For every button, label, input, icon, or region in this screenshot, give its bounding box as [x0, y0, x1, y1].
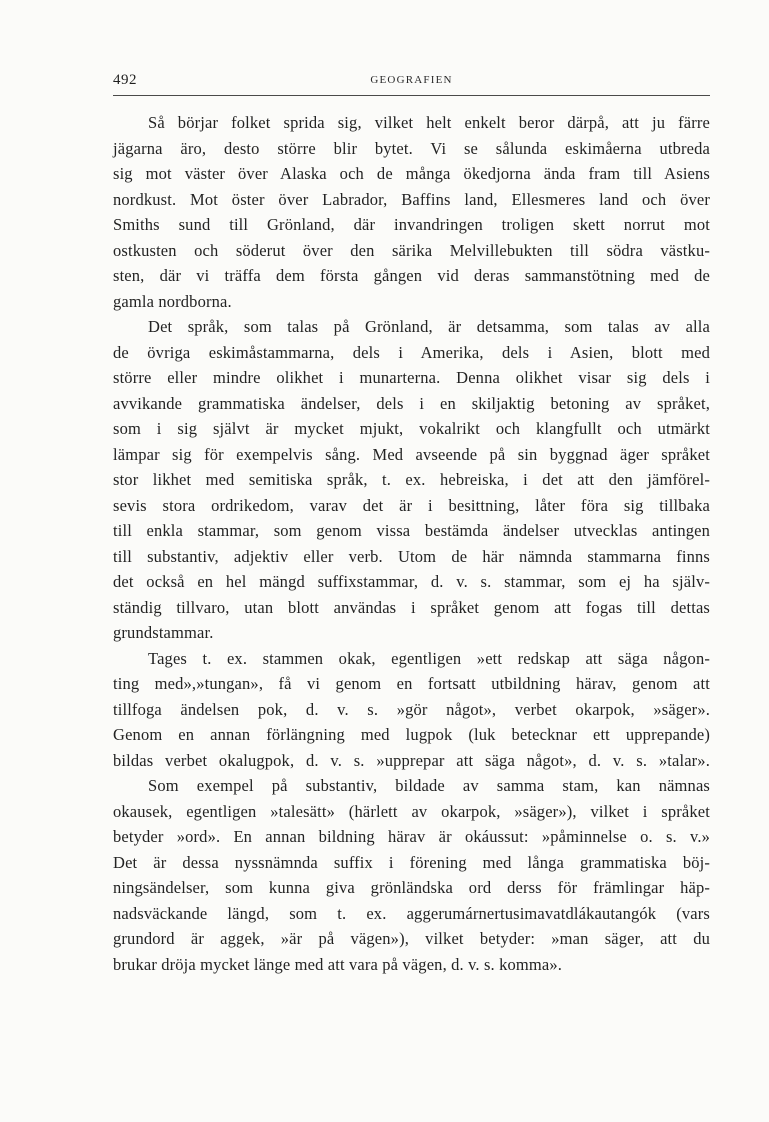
- text-line: ting med»,»tungan», få vi genom en fortsatt utbildning härav, genom att: [113, 674, 710, 693]
- text-line: tillfoga ändelsen pok, d. v. s. »gör något», verbet okarpok, »säger».: [113, 699, 710, 719]
- text-line: till substantiv, adjektiv eller verb. Utom de här nämnda stammarna finns: [113, 546, 710, 566]
- text-line: sten, där vi träffa dem första gången vid deras sammanstötning med de: [113, 266, 710, 285]
- text-line: lämpar sig för exempelvis sång. Med avseende på sin byggnad äger språket: [113, 444, 710, 464]
- text-line: det också en hel mängd suffixstammar, d. v. s. stammar, som ej ha själv-: [113, 572, 710, 591]
- text-line: sevis stora ordrikedom, varav det är i besittning, låter föra sig tillbaka: [113, 495, 710, 515]
- text-line: ostkusten och söderut över den särika Melvillebukten till södra västku-: [113, 240, 710, 260]
- text-line: betyder »ord». En annan bildning härav är okáussut: »påminnelse o. s. v.»: [113, 827, 710, 846]
- text-line: till enkla stammar, som genom vissa bestämda ändelser utvecklas antingen: [113, 521, 710, 540]
- page-number: 492: [113, 72, 137, 88]
- text-line: Smiths sund till Grönland, där invandringen troligen skett norrut mot: [113, 215, 710, 234]
- text-line: gamla nordborna.: [113, 291, 232, 311]
- text-line: avvikande grammatiska ändelser, dels i en skiljaktig betoning av språket,: [113, 393, 710, 413]
- text-line: Som exempel på substantiv, bildade av samma stam, kan nämnas: [148, 776, 710, 795]
- text-line: Genom en annan förlängning med lugpok (luk betecknar ett upprepande): [113, 725, 710, 744]
- text-line: grundord är aggek, »är på vägen»), vilket betyder: »man säger, att du: [113, 929, 710, 948]
- text-line: okausek, egentligen »talesätt» (härlett av okarpok, »säger»), vilket i språket: [113, 801, 710, 821]
- text-line: nordkust. Mot öster över Labrador, Baffins land, Ellesmeres land och över: [113, 189, 710, 209]
- text-line: större eller mindre olikhet i munarterna. Denna olikhet visar sig dels i: [113, 368, 710, 387]
- text-line: sig mot väster över Alaska och de många ökedjorna ända fram till Asiens: [113, 164, 710, 183]
- running-title: GEOGRAFIEN: [370, 74, 453, 86]
- header-rule: [113, 95, 710, 96]
- text-line: brukar dröja mycket länge med att vara på vägen, d. v. s. komma».: [113, 954, 562, 974]
- text-line: de övriga eskimåstammarna, dels i Amerika, dels i Asien, blott med: [113, 342, 710, 362]
- text-line: ningsändelser, som kunna giva grönländska ord derss för främlingar häp-: [113, 878, 710, 897]
- text-line: Tages t. ex. stammen okak, egentligen »ett redskap att säga någon-: [148, 648, 710, 668]
- text-line: stor likhet med semitiska språk, t. ex. hebreiska, i det att den jämförel-: [113, 470, 710, 489]
- text-line: bildas verbet okalugpok, d. v. s. »upprepar att säga något», d. v. s. »talar».: [113, 750, 710, 770]
- text-line: Det är dessa nyssnämnda suffix i förening med långa grammatiska böj-: [113, 852, 710, 872]
- text-line: ständig tillvaro, utan blott användas i språket genom att fogas till dettas: [113, 597, 710, 617]
- text-line: grundstammar.: [113, 623, 214, 642]
- body-text: [113, 110, 710, 977]
- text-line: Så börjar folket sprida sig, vilket helt enkelt beror därpå, att ju färre: [148, 113, 710, 132]
- text-line: jägarna äro, desto större blir bytet. Vi se sålunda eskimåerna utbreda: [113, 138, 710, 158]
- text-line: nadsväckande längd, som t. ex. aggerumárnertusimavatdlákautangók (vars: [113, 903, 710, 923]
- text-line: Det språk, som talas på Grönland, är detsamma, som talas av alla: [148, 317, 710, 336]
- running-head: [113, 72, 710, 94]
- text-line: som i sig självt är mycket mjukt, vokalrikt och klangfullt och utmärkt: [113, 419, 710, 438]
